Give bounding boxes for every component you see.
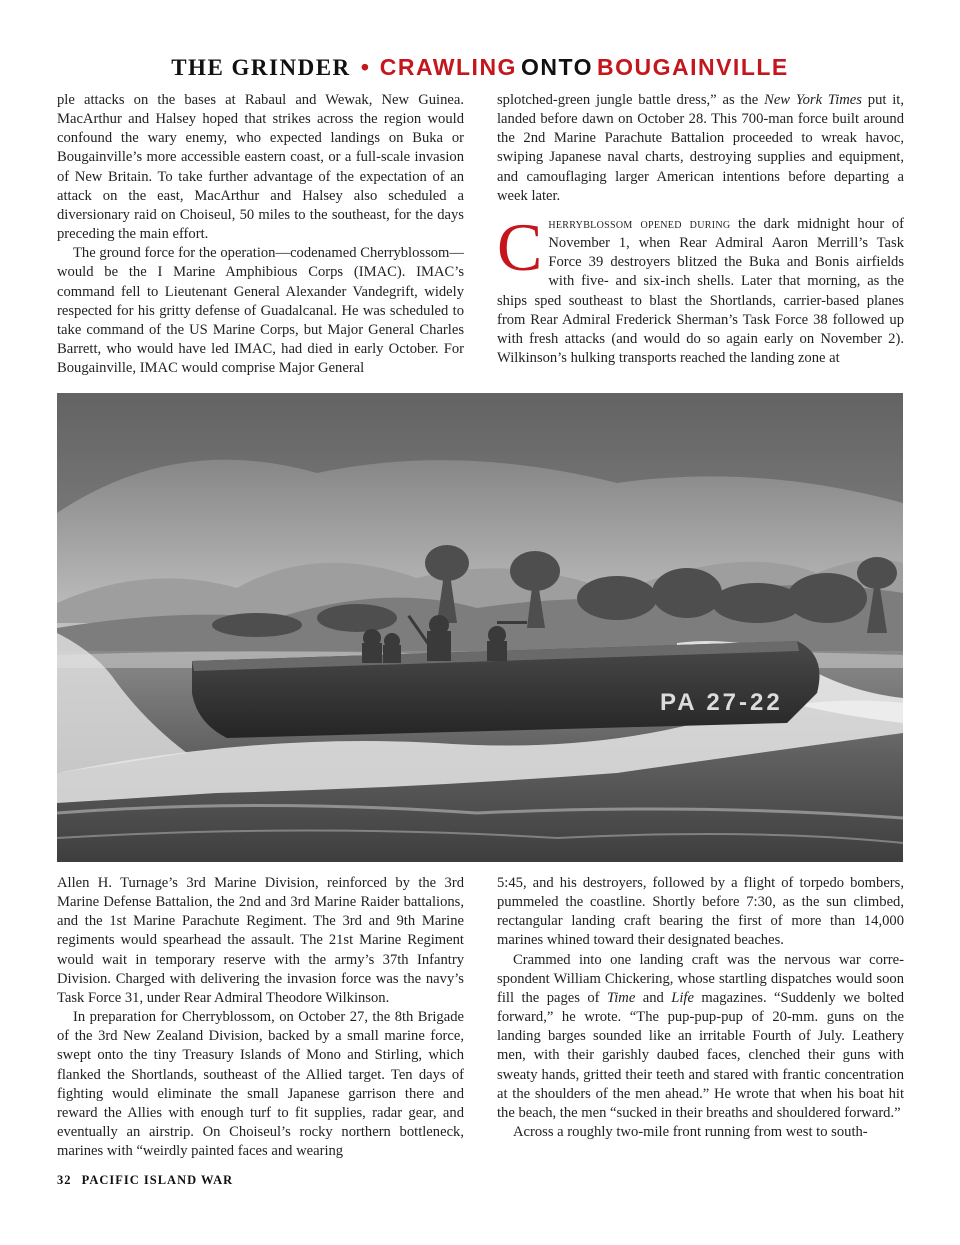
header-title-onto: ONTO — [520, 54, 593, 80]
header-title-crawling: CRAWLING — [379, 54, 517, 80]
paragraph: splotched-green jungle battle dress,” as the New York Times put it, landed before dawn on October 28. This 700-man force built around the 2nd Marine Parachute Battalion proceeded to wreak havoc, swiping Japanese naval charts, destroying supplies and equipment, and camouflaging larger American intentions before departing a week later. — [497, 92, 905, 204]
paragraph: In preparation for Cherryblossom, on October 27, the 8th Brigade of the 3rd New Zealand Division, backed by a small marine force, swept onto the tiny Treasury Islands of Mono and Stirling, which flanked the Shortlands, southeast of the Allied target. Ten days of fighting would eliminate the small Japanese garrison there and reward the Allies with enough turf to fit supplies, radar gear, and eventually an airstrip. On Choiseul’s rocky northern bottleneck, marines with “weirdly painted faces and wearing — [57, 1009, 464, 1160]
paragraph: The ground force for the operation—codenamed Cherryblossom—would be the I Marine Amphibious Corps (IMAC). IMAC’s command fell to Lieutenant General Alexander Vandegrift, widely respected for his gritty defense of Guadalcanal. He was scheduled to take command of the US Marine Corps, but Major General Charles Barrett, who would have led IMAC, had died in early October. For Bougainville, IMAC would comprise Major General — [57, 245, 464, 377]
column-bottom-right — [497, 874, 904, 1142]
landing-craft-photo — [57, 393, 903, 862]
column-top-left — [57, 91, 464, 378]
header-section-name: THE GRINDER — [171, 55, 351, 80]
paragraph: Crammed into one landing craft was the nervous war correspondent William Chickering, whose startling dispatches would soon fill the pages of Time and Life magazines. “Suddenly we bolted forward,” he wrote. “The pup-pup-pup of 20-mm. guns on the landing barges sounded like an irritable Fourth of July. Leathery men, with their garishly daubed faces, clenched their guns with sweaty hands, gritted their teeth and stared with frantic concentration at the shoulders of the men ahead.” He wrote that when his boat hit the beach, the men “sucked in their breaths and shouldered forward.” — [497, 951, 904, 1121]
publication-title: New York Times — [764, 92, 862, 108]
hull-number: PA 27-22 — [660, 689, 783, 716]
paragraph: Allen H. Turnage’s 3rd Marine Division, reinforced by the 3rd Marine Defense Battalion, the 2nd and 3rd Marine Raider battalions, and the 1st Marine Parachute Regiment. The 3rd and 9th Marine regiments would spearhead the assault. The 21st Marine Regiment would wait in temporary reserve with the army’s 37th Infantry Division. Charged with delivering the invasion force was the navy’s Task Force 31, under Rear Admiral Theodore Wilkinson. — [57, 875, 464, 1006]
magazine-title-time: Time — [606, 989, 636, 1006]
header-bullet: • — [360, 54, 370, 80]
lead-in-smallcaps: herryblossom opened during — [548, 215, 731, 232]
column-bottom-left — [57, 874, 464, 1161]
publication-name: PACIFIC ISLAND WAR — [81, 1173, 234, 1187]
paragraph: Across a roughly two-mile front running from west to south- — [513, 1124, 868, 1141]
header-title-bougainville: BOUGAINVILLE — [596, 54, 789, 80]
drop-cap: C — [497, 208, 543, 285]
column-top-right — [497, 91, 904, 368]
magazine-title-life: Life — [671, 989, 694, 1006]
page-number: 32 — [57, 1173, 72, 1187]
page-footer — [57, 1173, 233, 1188]
paragraph-with-dropcap: Cherryblossom opened during the dark midnight hour of November 1, when Rear Admiral Aaron Merrill’s Task Force 39 destroyers blitzed the Buka and Bonis airfields with five- and six-inch shells. Later that morning, as the ships sped southeast to blast the Shortlands, carrier-based planes from Rear Admiral Frederick Sherman’s Task Force 38 followed up with fresh attacks (and would do so again early on November 2). Wilkinson’s hulking transports reached the landing zone at — [497, 208, 904, 367]
running-header — [0, 53, 960, 82]
paragraph: 5:45, and his destroyers, followed by a flight of torpedo bombers, pummeled the coastline. Shortly before 7:30, as the sun climbed, rectangular landing craft bearing the first of more than 14,000 marines whined toward their designated beaches. — [497, 875, 904, 949]
paragraph: ple attacks on the bases at Rabaul and Wewak, New Guinea. MacArthur and Halsey hoped that strikes across the region would confound the wary enemy, who expected landings on Buka or Bougainville’s more accessible eastern coast, or a full-scale invasion of New Britain. To take further advantage of the expectation of an attack on the east, MacArthur and Halsey also scheduled a diversionary raid on Choiseul, 50 miles to the southeast, for the days preceding the main effort. — [57, 92, 464, 243]
